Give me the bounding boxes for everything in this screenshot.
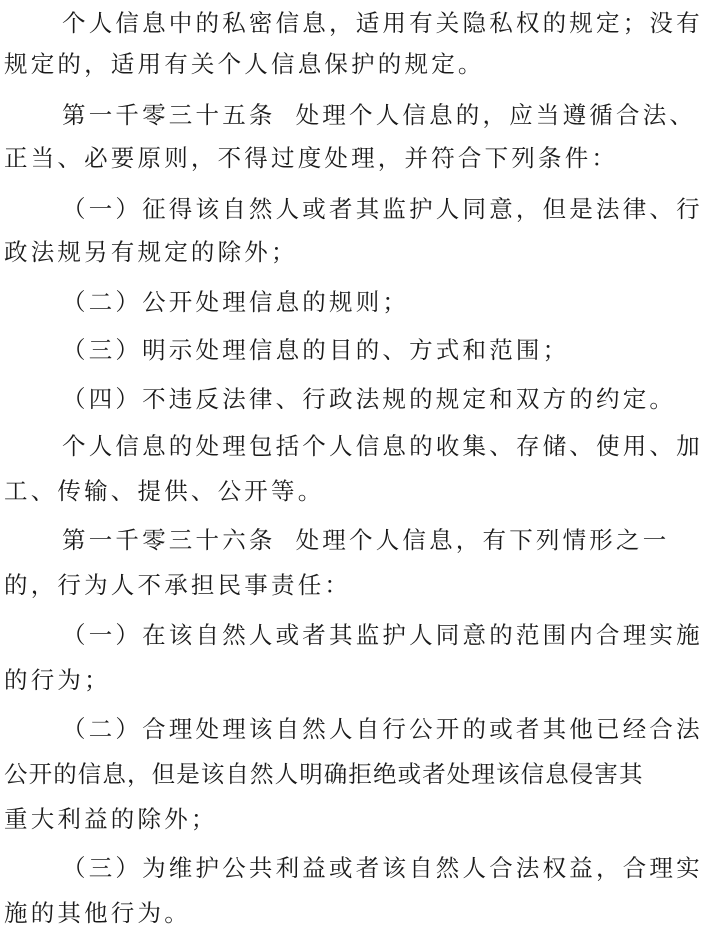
- text-line: 个人信息中的私密信息，适用有关隐私权的规定；没有: [62, 9, 703, 37]
- list-item: （二）合理处理该自然人自行公开的或者其他已经合法: [62, 715, 703, 743]
- text-line: 正当、必要原则，不得过度处理，并符合下列条件：: [4, 144, 619, 172]
- list-item: （一）征得该自然人或者其监护人同意，但是法律、行: [62, 195, 703, 223]
- text-line: 施的其他行为。: [4, 899, 191, 927]
- list-item: （四）不违反法律、行政法规的规定和双方的约定。: [62, 385, 677, 413]
- text-line: 的行为；: [4, 666, 111, 694]
- text-line: 政法规另有规定的除外；: [4, 238, 298, 266]
- text-line: 工、传输、提供、公开等。: [4, 477, 325, 505]
- text-line: 规定的，适用有关个人信息保护的规定。: [4, 50, 485, 78]
- article-text: 处理个人信息，有下列情形之一: [295, 526, 670, 554]
- text-line: 的，行为人不承担民事责任：: [4, 571, 352, 599]
- article-number: 第一千零三十六条: [62, 526, 276, 554]
- list-item: （二）公开处理信息的规则；: [62, 288, 410, 316]
- list-item: （三）明示处理信息的目的、方式和范围；: [62, 336, 570, 364]
- text-line: 重大利益的除外；: [4, 805, 218, 833]
- article-heading-line: [62, 100, 696, 130]
- article-text: 处理个人信息的，应当遵循合法、: [295, 101, 697, 129]
- article-heading-line: [62, 525, 669, 555]
- article-number: 第一千零三十五条: [62, 101, 276, 129]
- text-line: 公开的信息，但是该自然人明确拒绝或者处理该信息侵害其: [4, 760, 644, 788]
- list-item: （一）在该自然人或者其监护人同意的范围内合理实施: [62, 621, 703, 649]
- text-line: 个人信息的处理包括个人信息的收集、存储、使用、加: [62, 432, 703, 460]
- list-item: （三）为维护公共利益或者该自然人合法权益，合理实: [62, 854, 703, 882]
